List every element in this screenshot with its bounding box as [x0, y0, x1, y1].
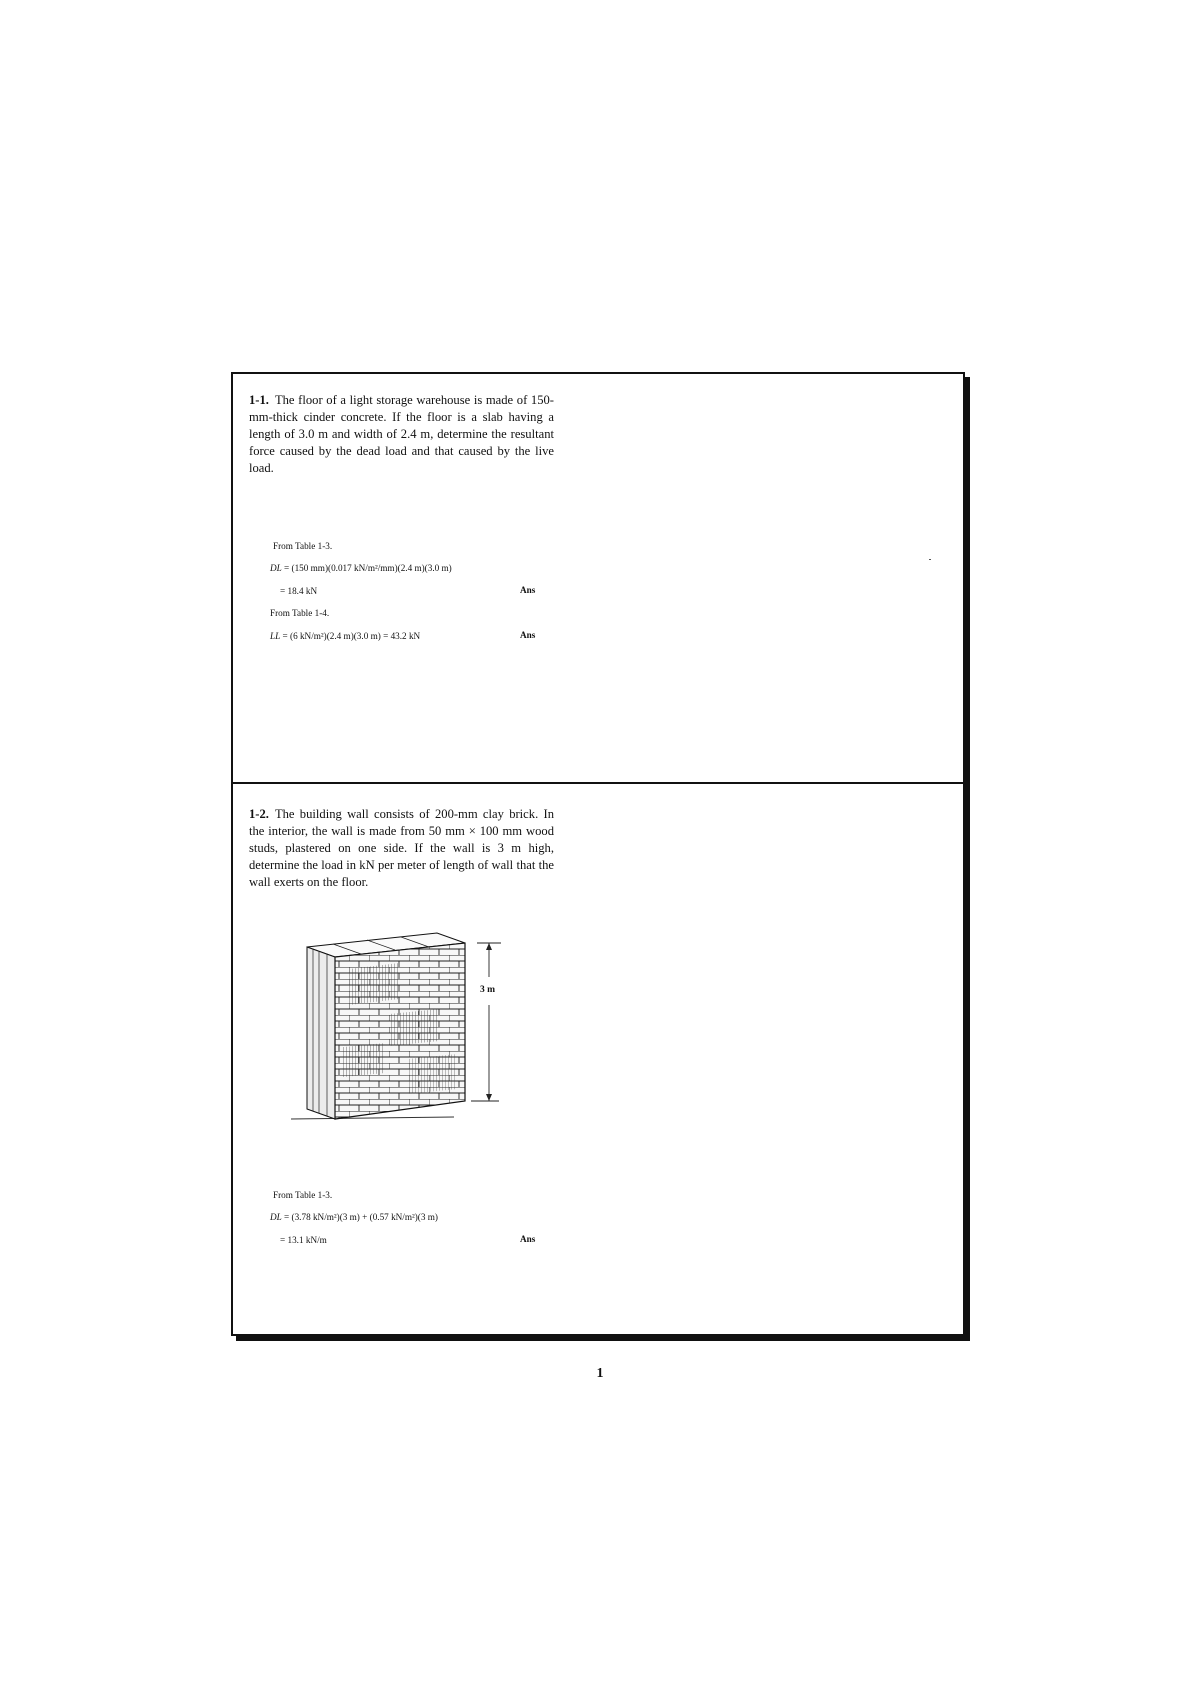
dl2-symbol: DL: [270, 1212, 282, 1222]
problem-1-dead-load-result: = 18.4 kN: [280, 586, 318, 596]
page-number: 1: [596, 1366, 604, 1381]
stray-mark: [929, 559, 931, 560]
problem-1-number: 1-1.: [249, 393, 269, 407]
problem-2-statement: [249, 806, 554, 891]
problem-1-source-1: From Table 1-3.: [273, 541, 333, 551]
problem-1-answer-2: Ans: [520, 630, 536, 640]
problem-1-text: The floor of a light storage warehouse is made of 150-mm-thick cinder concrete. If the floor is a slab having a length of 3.0 m and width of 2.4 m, determine the resultant force caused by the dead load and that caused by the live load.: [249, 393, 554, 475]
problem-2-dead-load-equation: [270, 1211, 438, 1223]
dl-expression: = (150 mm)(0.017 kN/m²/mm)(2.4 m)(3.0 m): [281, 563, 452, 573]
problem-2-answer: Ans: [520, 1234, 536, 1244]
problem-1-source-2: From Table 1-4.: [270, 608, 330, 618]
dl2-expression: = (3.78 kN/m²)(3 m) + (0.57 kN/m²)(3 m): [281, 1212, 438, 1222]
problem-2-dead-load-result: = 13.1 kN/m: [280, 1235, 327, 1245]
problem-1-dead-load-equation: [270, 562, 452, 574]
problem-1-statement: [249, 392, 554, 477]
problem-1-answer-1: Ans: [520, 585, 536, 595]
wall-height-label: 3 m: [480, 985, 496, 995]
problem-2-text: The building wall consists of 200-mm clay brick. In the interior, the wall is made from 50 mm × 100 mm wood studs, plastered on one side. If the wall is 3 m high, determine the load in kN per meter of length of wall that the wall exerts on the floor.: [249, 807, 554, 889]
problem-2-number: 1-2.: [249, 807, 269, 821]
problem-2-source: From Table 1-3.: [273, 1190, 333, 1200]
brick-wall-figure: [289, 919, 504, 1129]
brick-wall-drawing: [289, 919, 504, 1129]
ll-expression: = (6 kN/m²)(2.4 m)(3.0 m) = 43.2 kN: [280, 631, 421, 641]
problem-divider: [233, 782, 963, 784]
ll-symbol: LL: [270, 631, 281, 641]
dl-symbol: DL: [270, 563, 282, 573]
problem-1-live-load-equation: [270, 630, 420, 642]
solution-sheet: [231, 372, 965, 1336]
